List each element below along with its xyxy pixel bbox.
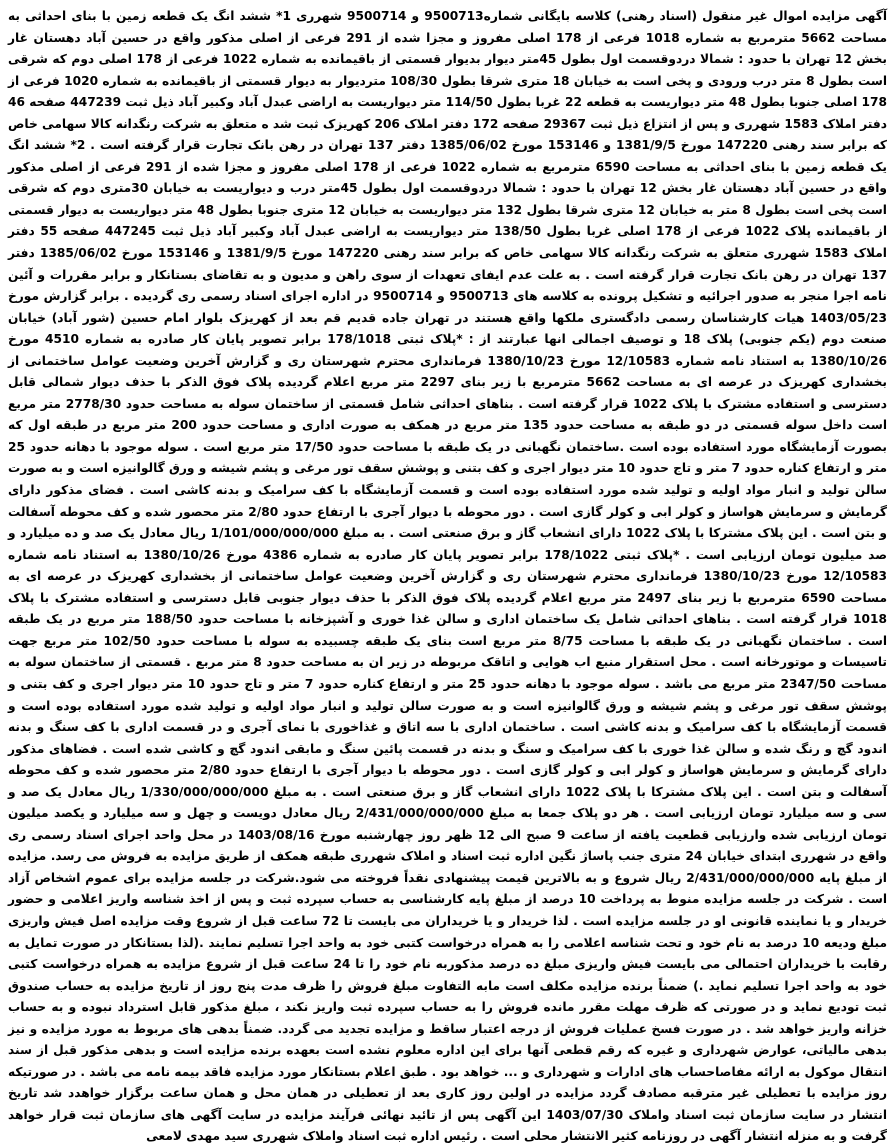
notice-body-text: آگهی مزایده اموال غیر منقول (اسناد رهنی) کلاسه بایگانی شماره9500713 و 9500714 شهرری 1* ششد انگ یک قطعه زمین با بنای احداثی به مساحت 5662 مترمربع به شماره 1018 فرعی از 178 اصلی مفروز و مجزا شده از 291 فرعی از اصلی مذکور واقع در حسین آباد دهستان غار بخش 12 تهران با حدود : شمالا دردوقسمت اول بطول 45متر دیوار بدیوار قسمتی از باقیمانده به شماره 1022 فرعی از 178 اصلی دوم که شرقی است بطول 8 متر درب ورودی و پخی است به خیابان 18 متری شرقا بطول 108/30 متردیوار به دیوار قسمتی از باقیمانده به شماره 1020 فرعی از 178 اصلی جنوبا بطول 48 متر دیواریست به قطعه 22 غربا بطول 114/50 متر دیواریست به اراضی عبدل آباد وکبیر آباد ذیل ثبت 447239 صفحه 46 دفتر املاک 1583 شهرری و پس از انتزاع ذیل ثبت 29367 صفحه 172 دفتر املاک 206 کهریزک ثبت شد ه متعلق به شرکت رنگدانه کالا سهامی خاص که برابر سند رهنی 147220 مورخ 1381/9/5 و 153146 مورخ 1385/06/02 دفتر 137 تهران در رهن بانک تجارت قرار گرفته است . 2* ششد انگ یک قطعه زمین با بنای احداثی به مساحت 6590 مترمربع به شماره 1022 فرعی از 178 اصلی مفروز و مجزا شده از 291 فرعی از اصلی مذکور واقع در حسین آباد دهستان غار بخش 12 تهران با حدود : شمالا دردوقسمت اول بطول 45متر درب و دیواریست به خیابان 30متری دوم که شرقی است پخی است بطول 8 متر به خیابان 12 متری شرقا بطول 132 متر دیواریست به خیابان 12 متری جنوبا بطول 48 متر دیواریست به دیوار قسمتی از باقیمانده پلاک 1022 فرعی از 178 اصلی غربا بطول 138/50 متر دیواریست به اراضی عبدل آباد وکبیر آباد ذیل ثبت 447245 صفحه 55 دفتر املاک 1583 شهرری متعلق به شرکت رنگدانه کالا سهامی خاص که برابر سند رهنی 147220 مورخ 1381/9/5 و 153146 مورخ 1385/06/02 دفتر 137 تهران در رهن بانک تجارت قرار گرفته است . به علت عدم ایفای تعهدات از سوی راهن و مدیون و به تقاضای بستانکار و برابر مقررات و آئین نامه اجرا منجر به صدور اجرائیه و تشکیل پرونده به کلاسه های 9500713 و 9500714 در اداره اجرای اسناد رسمی ری گردیده . برابر گزارش مورخ 1403/05/23 هیات کارشناسان رسمی دادگستری ملکها واقع هستند در تهران جاده قدیم قم بعد از کهریزک بلوار امام حسین (شور آباد) خیابان صنعت دوم (یکم جنوبی) پلاک 18 و توصیف اجمالی انها عبارتند از : *پلاک ثبتی 178/1018 برابر تصویر پایان کار صادره به شماره 4510 مورخ 1380/10/26 به استناد نامه شماره 12/10583 مورخ 1380/10/23 فرمانداری محترم شهرستان ری و گزارش آخرین وضعیت عوامل ساختمانی از بخشداری کهریزک در عرصه ای به مساحت 5662 مترمربع با زیر بنای 2297 متر مربع اعلام گردیده پلاک فوق الذکر با حذف دیوار شمالی قابل دسترسی و استفاده مشترک با پلاک 1022 قرار گرفته است . بناهای احداثی شامل قسمتی از ساختمان سوله به مساحت حدود 2778/30 متر مربع است داخل سوله قسمتی در دو طبقه به مساحت حدود 135 متر مربع در همکف به صورت اداری و مساحت حدود 200 متر مربع در طبقه اول که بصورت آزمایشگاه مورد استفاده بوده است .ساختمان نگهبانی در یک طبقه با مساحت حدود 17/50 متر مربع است . سوله موجود با دهانه حدود 25 متر و ارتفاع کناره حدود 7 متر و تاج حدود 10 متر دیوار اجری و کف بتنی و پوشش سقف تور مرغی و پشم شیشه و ورق گالوانیزه است و به صورت سالن تولید و انبار مواد اولیه و تولید شده مورد استفاده بوده است و قسمت آزمایشگاه با کف سرامیک و بدنه کاشی است . فضای مذکور دارای گرمایش و سرمایش هواساز و کولر ابی و کولر گازی است . دور محوطه با دیوار آجری با ارتفاع حدود 2/80 متر محصور شده و کف محوطه آسفالت و بتن است . این پلاک مشترکا با پلاک 1022 دارای انشعاب گاز و برق صنعتی است . به مبلغ 1/101/000/000/000 ریال معادل یک صد و ده میلیارد و صد میلیون تومان ارزیابی است . *پلاک ثبتی 178/1022 برابر تصویر پایان کار صادره به شماره 4386 مورخ 1380/10/26 به استناد نامه شماره 12/10583 مورخ 1380/10/23 فرمانداری محترم شهرستان ری و گزارش آخرین وضعیت عوامل ساختمانی از بخشداری کهریزک در عرصه ای به مساحت 6590 مترمربع با زیر بنای 2497 متر مربع اعلام گردیده پلاک فوق الذکر با حذف دیوار جنوبی قابل دسترسی و استفاده مشترک با پلاک 1018 قرار گرفته است . بناهای احداثی شامل یک ساختمان اداری و سالن غذا خوری و آشپزخانه با مساحت حدود 188/50 متر مربع در یک طبقه است . ساختمان نگهبانی در یک طبقه با مساحت 8/75 متر مربع است بنای یک طبقه چسبیده به سوله با مساحت حدود 102/50 متر مربع جهت تاسیسات و موتورخانه است . محل استقرار منبع اب هوایی و اتاقک مربوطه در زیر ان به مساحت حدود 8 متر مربع . قسمتی از ساختمان سوله به مساحت 2347/50 متر مربع می باشد . سوله موجود با دهانه حدود 25 متر و ارتفاع کناره حدود 7 متر و تاج حدود 10 متر دیوار اجری و کف بتنی و پوشش سقف تور مرغی و پشم شیشه و ورق گالوانیزه است و به صورت سالن تولید و انبار مواد اولیه و تولید شده مورد استفاده بوده است و قسمت آزمایشگاه با کف سرامیک و بدنه کاشی است . ساختمان اداری با سه اتاق و غذاخوری با نمای آجری و در قسمت اداری با کف سنگ و بدنه اندود گچ و رنگ شده و سالن غذا خوری با کف سرامیک و سنگ و بدنه در قسمت پائین سنگ و مابقی اندود گچ و کاشی شده است . فضاهای مذکور دارای گرمایش و سرمایش هواساز و کولر ابی و کولر گازی است . دور محوطه با دیوار آجری با ارتفاع حدود 2/80 متر محصور شده و کف محوطه آسفالت و بتن است . این پلاک مشترکا با پلاک 1022 دارای انشعاب گاز و برق صنعتی است . به مبلغ 1/330/000/000/000 ریال معادل یک صد و سی و سه میلیارد تومان ارزیابی است . هر دو پلاک جمعا به مبلغ 2/431/000/000/000 ریال معادل دویست و چهل و سه میلیارد و یکصد میلیون تومان ارزیابی شده وارزیابی قطعیت یافته از ساعت 9 صبح الی 12 ظهر روز چهارشنبه مورخ 1403/08/16 در محل واحد اجرای اسناد رسمی ری واقع در شهرری ابتدای خیابان 24 متری جنب پاساژ نگین اداره ثبت اسناد و املاک شهرری طبقه همکف از طریق مزایده به فروش می رسد. مزایده از مبلغ پایه 2/431/000/000/000 ریال شروع و به بالاترین قیمت پیشنهادی نقداً فروخته می شود.شرکت در جلسه مزایده برای عموم اشخاص آزاد است . شرکت در جلسه مزایده منوط به پرداخت 10 درصد از مبلغ پایه کارشناسی به حساب سپرده ثبت و پس از اخذ شناسه واریز اعلامی و حضور خریدار و یا نماینده قانونی او در جلسه مزایده است . لذا خریدار و یا خریداران می بایست تا 72 ساعت قبل از شروع وقت مزایده اصل فیش واریزی مبلغ ودیعه 10 درصد به نام خود و تحت شناسه اعلامی را به همراه درخواست کتبی خود به واحد اجرا تسلیم نمایند .(لذا بستانکار در صورت تمایل به رقابت با خریداران احتمالی می بایست فیش واریزی مبلغ ده درصد مذکوربه نام خود را تا 24 ساعت قبل از شروع مزایده به همراه درخواست کتبی خود به واحد اجرا تسلیم نماید .) ضمناً برنده مزایده مکلف است مابه التفاوت مبلغ فروش را ظرف مدت پنج روز از تاریخ مزایده به حساب صندوق ثبت تودیع نماید و در صورتی که ظرف مهلت مقرر مانده فروش را به حساب سپرده ثبت واریز نکند ، مبلغ مذکور قابل استرداد نبوده و به حساب خزانه واریز خواهد شد . در صورت فسخ عملیات فروش از درجه اعتبار ساقط و مزایده تجدید می گردد. ضمناً بدهی های مربوط به مورد مزایده و نیز بدهی مالیاتی، عوارض شهرداری و غیره که رقم قطعی آنها برای این اداره معلوم نشده است بعهده برنده مزایده است و بدهی مذکور قبل از سند انتقال موکول به ارائه مفاصاحساب های ادارات و شهرداری و ... خواهد بود . طبق اعلام بستانکار مورد مزایده فاقد بیمه نامه می باشد . در صورتیکه روز مزایده با تعطیلی غیر مترقبه مصادف گردد مزایده در اولین روز کاری بعد از تعطیلی در همان محل و همان ساعت برگزار خواهدد شد تاریخ انتشار در سایت سازمان ثبت اسناد واملاک 1403/07/30 این آگهی پس از تائید نهائی فرآیند مزایده در سایت آگهی های سازمان ثبت قرار خواهد گرفت و به منزله انتشار آگهی در روزنامه کثیر الانتشار محلی است . رئیس اداره ثبت اسناد واملاک شهرری سید مهدی لامعی <box>8 9 888 1144</box>
